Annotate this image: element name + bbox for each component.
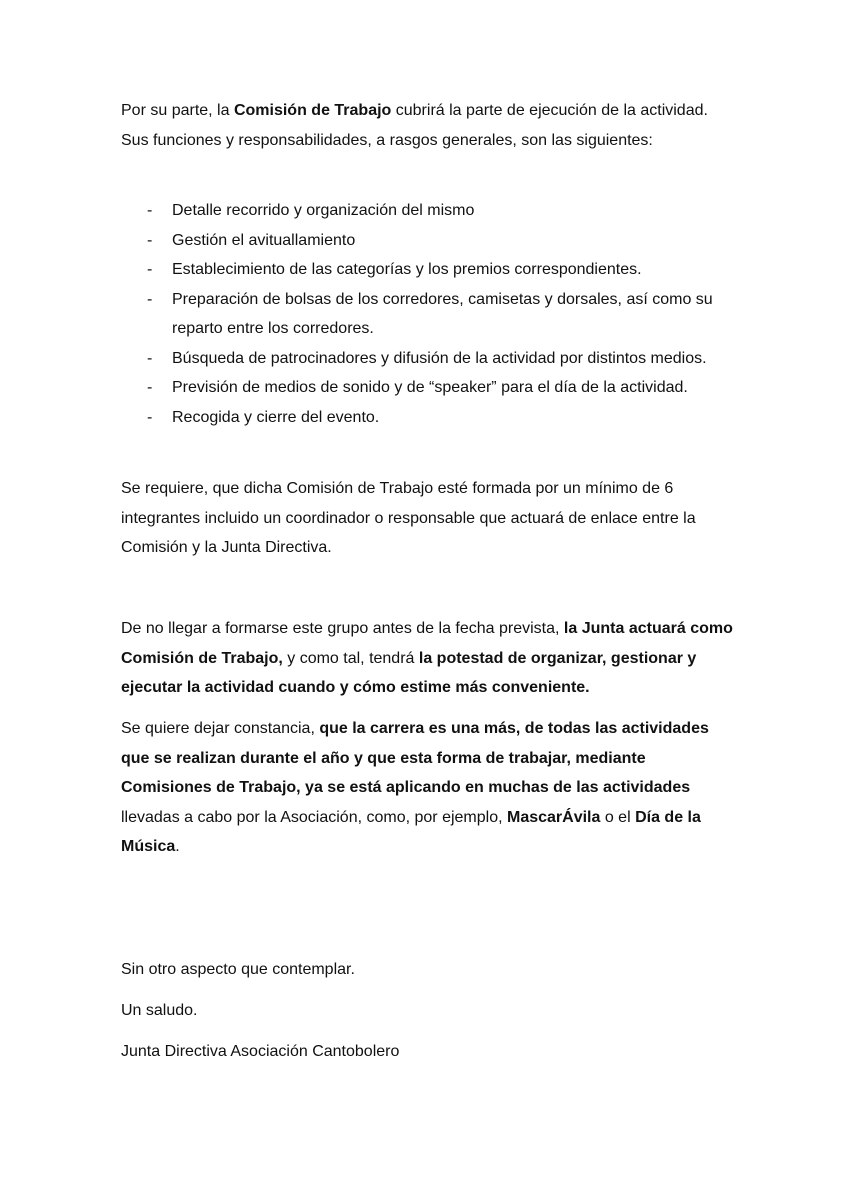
intro-bold: Comisión de Trabajo: [233, 102, 392, 119]
note-paragraph: [121, 714, 736, 862]
list-item-text: Establecimiento de las categorías y los premios correspondientes.: [172, 261, 642, 278]
intro-text: Por su parte, la: [121, 102, 234, 119]
list-item: [121, 373, 736, 403]
list-item: [121, 344, 736, 374]
note-text: .: [175, 838, 180, 855]
note-bold: Día de la Música: [121, 808, 701, 855]
list-marker: -: [147, 231, 153, 249]
list-marker: -: [147, 379, 153, 396]
list-marker: -: [147, 349, 153, 367]
list-item: [121, 403, 736, 433]
list-item-text: Búsqueda de patrocinadores y difusión de la actividad por distintos medios.: [172, 349, 707, 367]
greeting: Un saludo.: [121, 1002, 198, 1019]
fallback-bold: la potestad de organizar, gestionar y ejecutar la actividad cuando y cómo estime más conveniente.: [121, 649, 697, 696]
list-item: [121, 285, 736, 344]
list-marker: -: [147, 202, 153, 219]
intro-paragraph: [121, 96, 736, 155]
note-text: llevadas a cabo por la Asociación, como, por ejemplo,: [121, 808, 507, 826]
list-marker: -: [147, 290, 153, 308]
list-item-text: Preparación de bolsas de los corredores, camisetas y dorsales, así como su reparto entre los corredores.: [172, 290, 713, 337]
list-item-text: Previsión de medios de sonido y de “speaker” para el día de la actividad.: [172, 379, 688, 396]
list-item-text: Detalle recorrido y organización del mismo: [172, 202, 475, 219]
note-text: Se quiere dejar constancia,: [121, 720, 320, 737]
note-bold: MascarÁvila: [507, 808, 601, 826]
list-item-text: Gestión el avituallamiento: [172, 231, 356, 249]
functions-list: [121, 196, 736, 432]
requirement-paragraph: Se requiere, que dicha Comisión de Trabajo esté formada por un mínimo de 6 integrantes incluido un coordinador o responsable que actuará de enlace entre la Comisión y la Junta Directiva.: [121, 480, 696, 556]
signature: Junta Directiva Asociación Cantobolero: [121, 1043, 400, 1060]
list-item: [121, 196, 736, 226]
list-item-text: Recogida y cierre del evento.: [172, 408, 380, 426]
note-bold: que la carrera es una más, de todas las actividades que se realizan durante el año y que esta forma de trabajar, mediante Comisiones de Trabajo, ya se está aplicando en muchas de las actividades: [121, 720, 709, 796]
intro-text-end: cubrirá la parte de ejecución de la actividad. Sus funciones y responsabilidades, a rasgos generales, son las siguientes:: [121, 102, 708, 149]
note-text: o el: [600, 808, 636, 826]
fallback-text: y como tal, tendrá: [282, 649, 419, 667]
fallback-bold: la Junta actuará como Comisión de Trabajo,: [121, 620, 733, 667]
list-marker: -: [147, 261, 153, 278]
fallback-paragraph: [121, 614, 736, 703]
list-item: [121, 226, 736, 256]
list-marker: -: [147, 408, 153, 426]
closing-line: Sin otro aspecto que contemplar.: [121, 961, 355, 978]
fallback-text: De no llegar a formarse este grupo antes de la fecha prevista,: [121, 620, 564, 637]
list-item: [121, 255, 736, 285]
